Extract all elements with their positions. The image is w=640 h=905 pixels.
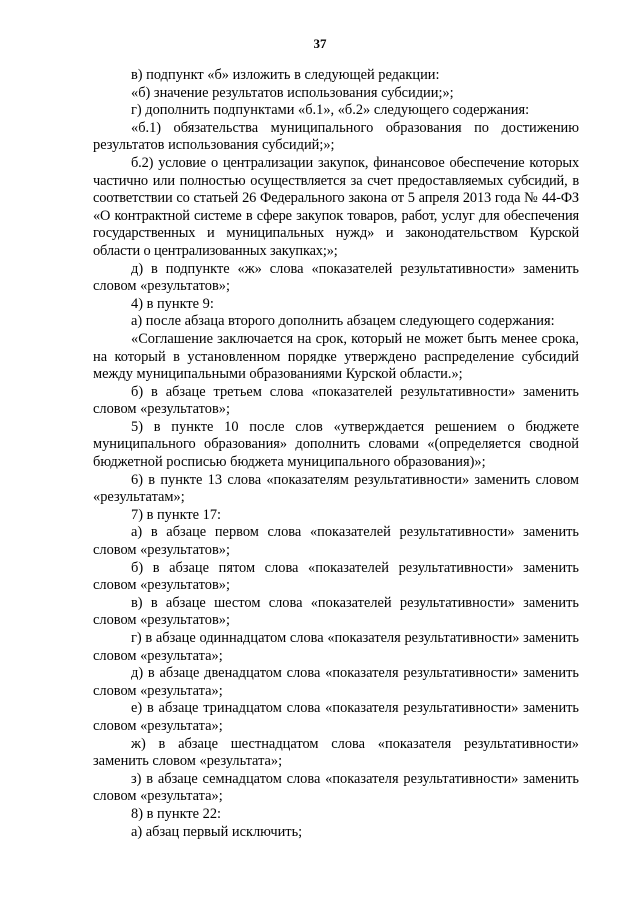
- paragraph-item-4-point-9: 4) в пункте 9:: [131, 295, 214, 312]
- page-number: 37: [313, 36, 327, 51]
- paragraph-v-subpoint-b: в) подпункт «б» изложить в следующей редакции:: [131, 67, 440, 83]
- paragraph-b2-procurement: б.2) условие о централизации закупок, финансовое обеспечение которых частично или полностью осуществляется за счет предоставляемых субсидий, в соответствии со статьей 26 Федерального закона от 5 апреля 2013 года № 44-ФЗ «О контрактной системе в сфере закупок товаров, работ, услуг для обеспечения государственных и муниципальных нужд» и законодательством Курской области о централизованных закупках;»;: [93, 154, 579, 259]
- paragraph-item-7-point-17: 7) в пункте 17:: [131, 506, 222, 523]
- document-body: [93, 67, 579, 841]
- paragraph-e-thirteenth-abzac: е) в абзаце тринадцатом слова «показателя результативности» заменить словом «результата»;: [93, 700, 579, 734]
- paragraph-g-add-subpoints: г) дополнить подпунктами «б.1», «б.2» следующего содержания:: [131, 102, 530, 119]
- paragraph-a-first-abzac: а) в абзаце первом слова «показателей результативности» заменить словом «результатов»;: [93, 524, 579, 559]
- paragraph-zh-sixteenth-abzac: ж) в абзаце шестнадцатом слова «показателя результативности» заменить словом «результата»;: [93, 735, 579, 770]
- paragraph-item-6-point-13: 6) в пункте 13 слова «показателям результативности» заменить словом «результатам»;: [93, 471, 579, 506]
- paragraph-agreement-term: «Соглашение заключается на срок, который не может быть менее срока, на который в установленном порядке утверждено распределение субсидий между муниципальными образованиями Курской области.»;: [93, 330, 579, 383]
- paragraph-b-third-abzac: б) в абзаце третьем слова «показателей результативности» заменить словом «результатов»;: [93, 383, 579, 418]
- paragraph-d-twelfth-abzac: д) в абзаце двенадцатом слова «показателя результативности» заменить словом «результата»;: [93, 665, 579, 699]
- paragraph-item-5-point-10: 5) в пункте 10 после слов «утверждается решением о бюджете муниципального образования» дополнить словами «(определяется сводной бюджетной росписью бюджета муниципального образования)»;: [93, 418, 579, 471]
- paragraph-v-sixth-abzac: в) в абзаце шестом слова «показателей результативности» заменить словом «результатов»;: [93, 594, 579, 629]
- paragraph-g-eleventh-abzac: г) в абзаце одиннадцатом слова «показателя результативности» заменить словом «результата»;: [93, 630, 579, 664]
- paragraph-b-fifth-abzac: б) в абзаце пятом слова «показателей результативности» заменить словом «результатов»;: [93, 559, 579, 594]
- paragraph-b-subsidy-results: «б) значение результатов использования субсидии;»;: [131, 84, 454, 101]
- paragraph-d-subpoint-zh: д) в подпункте «ж» слова «показателей результативности» заменить словом «результатов»;: [93, 260, 579, 295]
- paragraph-a-after-second: а) после абзаца второго дополнить абзацем следующего содержания:: [131, 313, 555, 330]
- paragraph-item-8-point-22: 8) в пункте 22:: [131, 805, 222, 822]
- paragraph-b1-obligations: «б.1) обязательства муниципального образования по достижению результатов использования субсидий;»;: [93, 119, 579, 154]
- paragraph-a-first-abzac-exclude: а) абзац первый исключить;: [131, 823, 303, 840]
- paragraph-z-seventeenth-abzac: з) в абзаце семнадцатом слова «показателя результативности» заменить словом «результата»;: [93, 770, 579, 805]
